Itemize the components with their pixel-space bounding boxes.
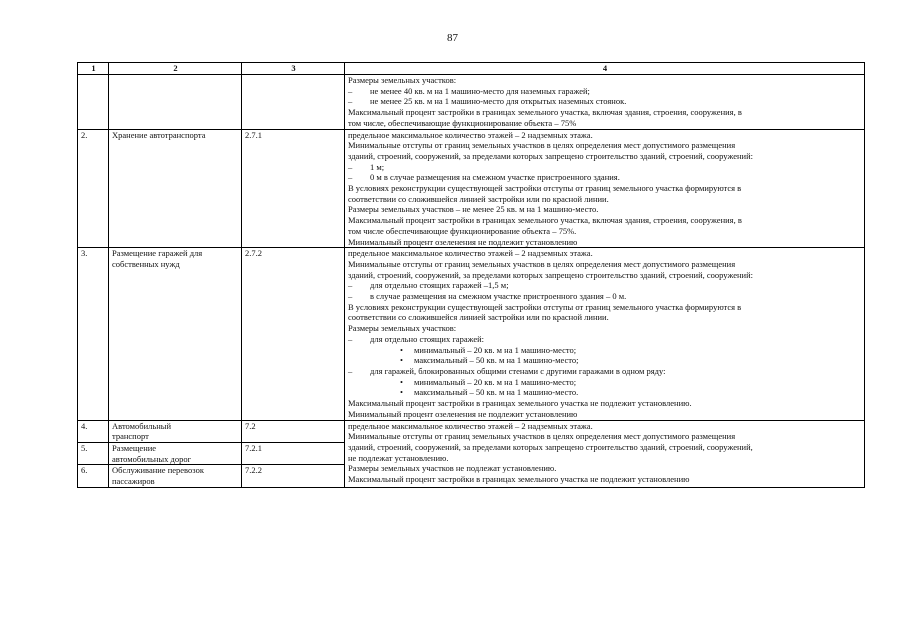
page-number: 87 <box>447 32 458 44</box>
text-line <box>348 345 862 356</box>
name-line: собственных нужд <box>112 258 180 269</box>
text-line <box>348 96 862 107</box>
text-line <box>348 237 862 248</box>
line-text: Минимальный процент озеленения не подлежит установлению <box>348 236 578 247</box>
header-col-2: 2 <box>109 63 242 75</box>
text-line <box>348 140 862 151</box>
text-line <box>348 312 862 323</box>
text-line <box>348 226 862 237</box>
cell-code: 2.7.2 <box>242 248 345 420</box>
line-text: для гаражей, блокированных общими стенами с другими гаражами в одном ряду: <box>370 365 666 376</box>
cell-name <box>109 465 242 487</box>
line-text: соответствии со сложившейся линией застройки или по красной линии. <box>348 312 609 323</box>
text-line <box>348 172 862 183</box>
line-text: максимальный – 50 кв. м на 1 машино-место; <box>414 355 579 366</box>
line-text: Максимальный процент застройки в границах земельного участка не подлежит установлению. <box>348 398 692 409</box>
line-text: соответствии со сложившейся линией застройки или по красной линии. <box>348 193 609 204</box>
line-text: в случае размещения на смежном участке пристроенного здания – 0 м. <box>370 291 627 302</box>
line-text: Размеры земельных участков: <box>348 75 457 85</box>
line-text: не подлежат установлению. <box>348 452 449 463</box>
line-text: для отдельно стоящих гаражей: <box>370 333 485 344</box>
line-text: В условиях реконструкции существующей застройки отступы от границ земельного участка формируются в <box>348 301 742 312</box>
line-text: Минимальные отступы от границ земельных участков в целях определения мест допустимого размещения <box>348 258 736 269</box>
text-line <box>348 183 862 194</box>
text-line <box>348 377 862 388</box>
line-text: В условиях реконструкции существующей застройки отступы от границ земельного участка формируются в <box>348 183 742 194</box>
text-line <box>348 162 862 173</box>
text-line <box>348 270 862 281</box>
name-line: Автомобильный <box>112 420 172 431</box>
line-text: зданий, строений, сооружений, за пределами которых запрещено строительство зданий, строений, сооружений: <box>348 150 753 161</box>
text-line <box>348 259 862 270</box>
header-col-3: 3 <box>242 63 345 75</box>
dash-marker: – <box>348 85 353 96</box>
line-text: предельное максимальное количество этажей – 2 надземных этажа. <box>348 248 593 259</box>
dash-marker: – <box>348 365 353 376</box>
text-line <box>348 280 862 291</box>
cell-parameters <box>345 248 865 420</box>
cell-code: 7.2 <box>242 420 345 442</box>
cell-parameters <box>345 75 865 130</box>
text-line <box>348 387 862 398</box>
text-line <box>348 323 862 334</box>
dash-marker: – <box>348 291 353 302</box>
dash-marker: – <box>348 333 353 344</box>
text-line <box>348 442 862 453</box>
text-line <box>348 409 862 420</box>
header-col-4: 4 <box>345 63 865 75</box>
name-line: Размещение <box>112 442 157 453</box>
text-line <box>348 431 862 442</box>
text-line <box>348 75 862 86</box>
line-text: 1 м; <box>370 161 385 172</box>
text-line <box>348 204 862 215</box>
regulations-table <box>77 62 865 488</box>
cell-parameters-shared <box>345 420 865 487</box>
text-line <box>348 474 862 485</box>
text-line <box>348 248 862 259</box>
table-row-continued <box>78 75 865 130</box>
line-text: минимальный – 20 кв. м на 1 машино-место; <box>414 376 577 387</box>
text-line <box>348 130 862 141</box>
cell-name <box>109 420 242 442</box>
line-text: Максимальный процент застройки в границах земельного участка, включая здания, строения, сооружения, в <box>348 107 742 118</box>
text-line <box>348 398 862 409</box>
cell-name <box>109 129 242 248</box>
cell-name <box>109 75 242 130</box>
text-line <box>348 463 862 474</box>
line-text: не менее 40 кв. м на 1 машино-место для наземных гаражей; <box>370 85 590 96</box>
text-line <box>348 151 862 162</box>
text-line <box>348 334 862 345</box>
cell-code <box>242 75 345 130</box>
line-text: Минимальные отступы от границ земельных участков в целях определения мест допустимого размещения <box>348 431 736 442</box>
line-text: зданий, строений, сооружений, за пределами которых запрещено строительство зданий, строений, сооружений: <box>348 269 753 280</box>
table-row <box>78 248 865 420</box>
cell-num: 5. <box>78 442 109 464</box>
table-header-row <box>78 63 865 75</box>
dash-marker: – <box>348 161 353 172</box>
table-row <box>78 420 865 442</box>
text-line <box>348 86 862 97</box>
bullet-marker: • <box>400 387 403 398</box>
line-text: не менее 25 кв. м на 1 машино-место для открытых наземных стоянок. <box>370 96 627 107</box>
text-line <box>348 421 862 432</box>
name-line: автомобильных дорог <box>112 453 192 464</box>
name-line: Хранение автотранспорта <box>112 129 206 140</box>
cell-num <box>78 75 109 130</box>
bullet-marker: • <box>400 355 403 366</box>
cell-code: 7.2.2 <box>242 465 345 487</box>
cell-name <box>109 248 242 420</box>
text-line <box>348 194 862 205</box>
line-text: Размеры земельных участков не подлежат установлению. <box>348 463 557 474</box>
cell-parameters <box>345 129 865 248</box>
text-line <box>348 107 862 118</box>
line-text: Максимальный процент застройки в границах земельного участка не подлежит установлению <box>348 474 690 485</box>
name-line: Размещение гаражей для <box>112 248 203 259</box>
line-text: предельное максимальное количество этажей – 2 надземных этажа. <box>348 420 593 431</box>
line-text: минимальный – 20 кв. м на 1 машино-место; <box>414 344 577 355</box>
line-text: 0 м в случае размещения на смежном участке пристроенного здания. <box>370 172 620 183</box>
cell-name <box>109 442 242 464</box>
name-line: Обслуживание перевозок <box>112 465 204 476</box>
text-line <box>348 453 862 464</box>
text-line <box>348 291 862 302</box>
table-row <box>78 129 865 248</box>
text-line <box>348 366 862 377</box>
name-line: транспорт <box>112 431 149 442</box>
cell-num: 4. <box>78 420 109 442</box>
text-line <box>348 118 862 129</box>
cell-code: 7.2.1 <box>242 442 345 464</box>
line-text: Размеры земельных участков – не менее 25 кв. м на 1 машино-место. <box>348 204 599 215</box>
cell-code: 2.7.1 <box>242 129 345 248</box>
name-line: пассажиров <box>112 476 155 487</box>
line-text: максимальный – 50 кв. м на 1 машино-место. <box>414 387 579 398</box>
line-text: том числе, обеспечивающие функционирование объекта – 75% <box>348 117 577 128</box>
cell-num: 2. <box>78 129 109 248</box>
header-col-1: 1 <box>78 63 109 75</box>
line-text: Размеры земельных участков: <box>348 323 457 334</box>
line-text: Минимальные отступы от границ земельных участков в целях определения мест допустимого размещения <box>348 140 736 151</box>
line-text: Максимальный процент застройки в границах земельного участка, включая здания, строения, сооружения, в <box>348 215 742 226</box>
line-text: том числе обеспечивающие функционирование объекта – 75%. <box>348 225 577 236</box>
line-text: зданий, строений, сооружений, за пределами которых запрещено строительство зданий, строений, сооружений, <box>348 441 753 452</box>
dash-marker: – <box>348 280 353 291</box>
text-line <box>348 302 862 313</box>
cell-num: 3. <box>78 248 109 420</box>
line-text: Минимальный процент озеленения не подлежит установлению <box>348 408 578 419</box>
dash-marker: – <box>348 96 353 107</box>
line-text: для отдельно стоящих гаражей –1,5 м; <box>370 280 509 291</box>
bullet-marker: • <box>400 344 403 355</box>
cell-num: 6. <box>78 465 109 487</box>
line-text: предельное максимальное количество этажей – 2 надземных этажа. <box>348 129 593 140</box>
bullet-marker: • <box>400 376 403 387</box>
text-line <box>348 355 862 366</box>
text-line <box>348 215 862 226</box>
dash-marker: – <box>348 172 353 183</box>
